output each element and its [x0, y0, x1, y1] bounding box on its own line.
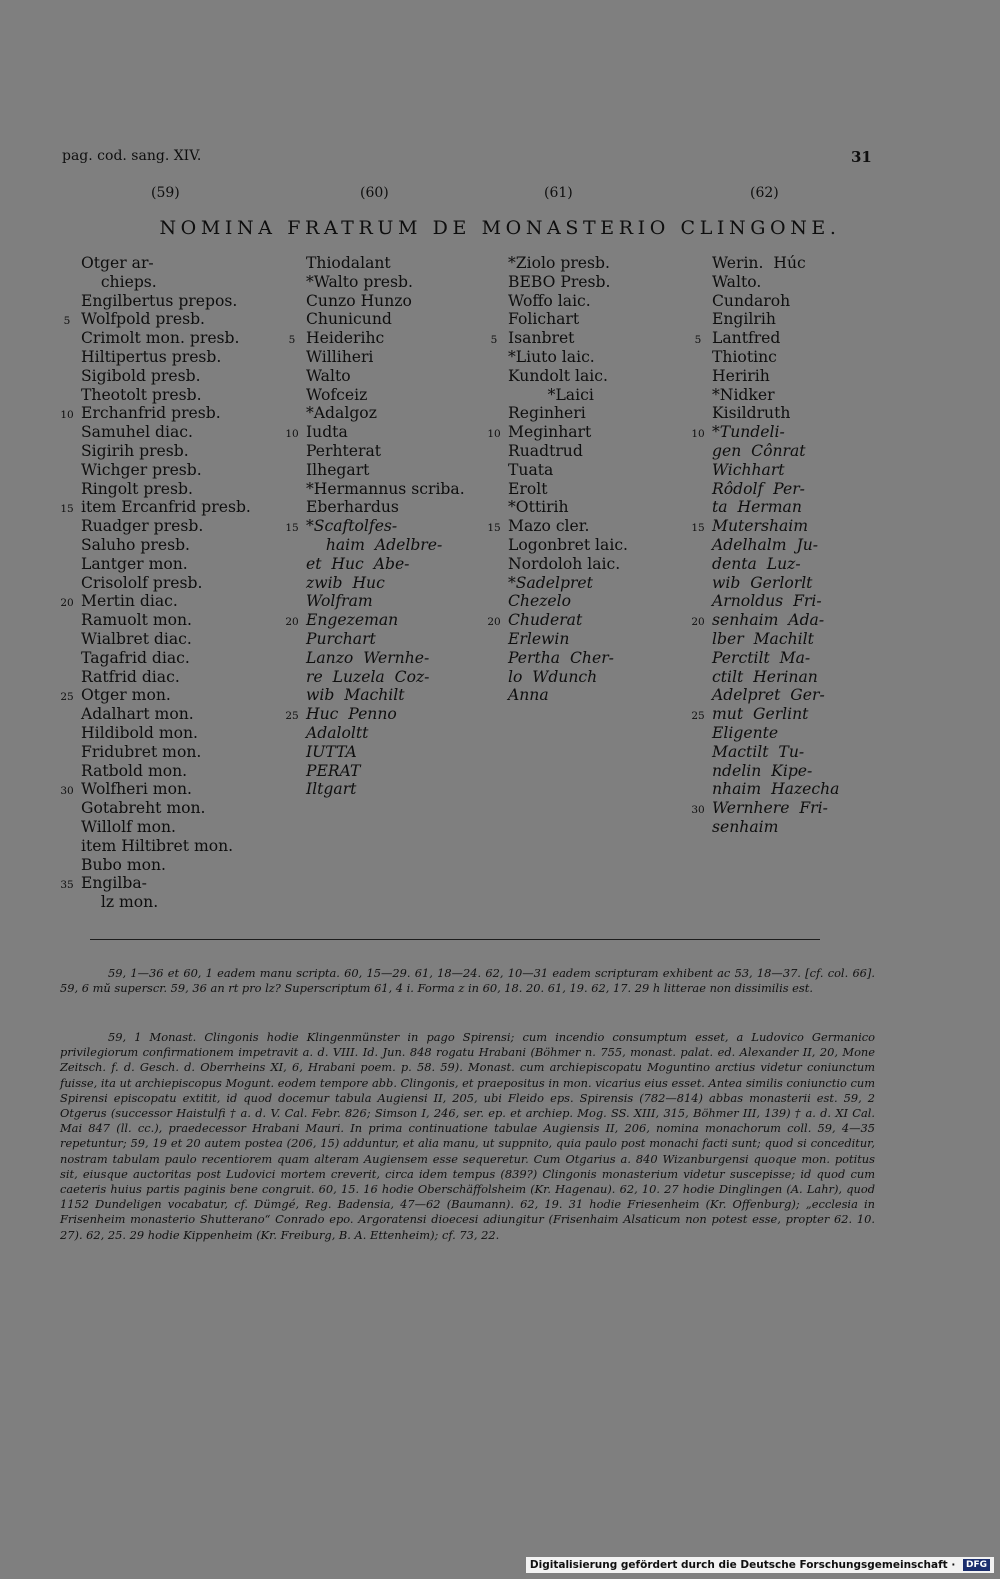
dfg-logo: DFG [963, 1559, 990, 1571]
name-text: *Scaftolfes- [306, 517, 398, 536]
name-text: PERAT [306, 761, 361, 780]
name-text: Nordoloh laic. [508, 554, 621, 573]
name-line [306, 367, 486, 386]
name-text: Wichhart [712, 460, 785, 479]
name-line [81, 611, 286, 630]
name-line [81, 329, 286, 348]
name-line [81, 367, 286, 386]
line-number: 30 [60, 785, 74, 798]
name-line [81, 517, 286, 536]
name-line [306, 724, 486, 743]
name-text: nhaim Hazecha [712, 780, 840, 799]
name-text: Thiodalant [306, 254, 391, 272]
name-text: Cundaroh [712, 291, 791, 310]
name-text: Meginhart [508, 423, 592, 442]
name-line [712, 348, 892, 367]
line-number: 25 [60, 691, 74, 704]
name-text: Mazo cler. [508, 517, 590, 536]
name-text: Perhterat [306, 441, 382, 460]
name-line [306, 743, 486, 762]
name-line [508, 273, 683, 292]
name-line [60, 498, 286, 517]
name-text: Wichger presb. [81, 460, 202, 479]
name-line [81, 292, 286, 311]
name-text: Iltgart [306, 780, 357, 799]
name-text: Theotolt presb. [81, 385, 202, 404]
name-line [81, 254, 286, 273]
name-line [306, 592, 486, 611]
footnote-rule-left [90, 939, 420, 940]
name-text: Gotabreht mon. [81, 799, 206, 818]
name-text: Wernhere Fri- [712, 799, 828, 818]
name-line [694, 329, 892, 348]
name-text: *Sadelpret [508, 573, 593, 592]
name-text: Ratfrid diac. [81, 667, 180, 686]
name-line [712, 555, 892, 574]
name-line [60, 686, 286, 705]
name-line [60, 780, 286, 799]
name-text: Arnoldus Fri- [712, 592, 822, 611]
line-number: 20 [691, 616, 705, 629]
name-line [508, 292, 683, 311]
name-line [81, 461, 286, 480]
historical-commentary [60, 1030, 875, 1243]
name-line [712, 498, 892, 517]
name-text: Lantfred [712, 329, 781, 348]
name-text: Engezeman [306, 611, 399, 630]
name-line [306, 574, 486, 593]
name-text: Otger ar- [81, 254, 154, 272]
name-text: Thiotinc [712, 347, 777, 366]
name-line [487, 517, 683, 536]
name-line [508, 442, 683, 461]
name-line [712, 649, 892, 668]
name-line [81, 536, 286, 555]
name-text: item Hiltibret mon. [81, 836, 234, 855]
name-text: Kundolt laic. [508, 366, 608, 385]
name-line [712, 292, 892, 311]
page-number: 31 [851, 148, 872, 166]
name-text: Hiltipertus presb. [81, 347, 222, 366]
name-text: Cunzo Hunzo [306, 291, 412, 310]
line-number: 30 [691, 804, 705, 817]
name-column-59 [60, 254, 286, 912]
name-text: lz mon. [81, 893, 159, 912]
name-line [712, 273, 892, 292]
name-line [712, 686, 892, 705]
name-line [81, 799, 286, 818]
credit-text: Digitalisierung gefördert durch die Deutsche Forschungsgemeinschaft · [529, 1559, 956, 1571]
name-text: Ilhegart [306, 460, 370, 479]
name-text: senhaim [712, 817, 779, 836]
name-line [712, 254, 892, 273]
name-line [81, 837, 286, 856]
footnote-rule-right [420, 939, 820, 940]
name-line [508, 348, 683, 367]
name-text: Williheri [306, 347, 374, 366]
name-text: Tagafrid diac. [81, 648, 190, 667]
name-line [285, 705, 486, 724]
name-line [508, 498, 683, 517]
name-line [508, 592, 683, 611]
name-text: Erlewin [508, 629, 570, 648]
name-line [306, 348, 486, 367]
name-line [691, 423, 892, 442]
name-text: Samuhel diac. [81, 423, 193, 442]
name-line [306, 536, 486, 555]
name-line [508, 480, 683, 499]
name-text: Engilrih [712, 310, 776, 329]
name-text: Saluho presb. [81, 535, 191, 554]
name-line [691, 611, 892, 630]
name-column-60 [285, 254, 486, 799]
name-line [306, 254, 486, 273]
name-text: *Liuto laic. [508, 347, 595, 366]
name-text: Adelpret Ger- [712, 686, 825, 705]
name-line [712, 386, 892, 405]
name-line [306, 273, 486, 292]
name-line [60, 874, 286, 893]
line-number: 15 [60, 503, 74, 516]
name-line [306, 762, 486, 781]
line-number: 15 [691, 522, 705, 535]
name-text: Eberhardus [306, 498, 399, 517]
name-line [712, 461, 892, 480]
name-line [712, 592, 892, 611]
name-line [306, 442, 486, 461]
name-text: IUTTA [306, 742, 357, 761]
name-text: Adalhart mon. [81, 705, 194, 724]
column-number-60: (60) [360, 185, 389, 201]
name-line [306, 386, 486, 405]
column-number-59: (59) [151, 185, 180, 201]
name-line [306, 668, 486, 687]
digitization-credit [526, 1557, 994, 1573]
name-line [285, 423, 486, 442]
name-line [508, 555, 683, 574]
name-text: Purchart [306, 629, 376, 648]
name-line [81, 743, 286, 762]
name-text: haim Adelbre- [306, 535, 443, 554]
name-text: Ratbold mon. [81, 761, 188, 780]
name-line [306, 404, 486, 423]
name-line [81, 574, 286, 593]
name-text: Walto. [712, 272, 762, 291]
name-line [81, 705, 286, 724]
name-text: item Ercanfrid presb. [81, 498, 251, 517]
name-line [508, 536, 683, 555]
name-text: Wofceiz [306, 385, 368, 404]
line-number: 20 [487, 616, 501, 629]
name-text: Lantger mon. [81, 554, 188, 573]
name-line [306, 649, 486, 668]
name-text: Folichart [508, 310, 580, 329]
name-text: Logonbret laic. [508, 535, 629, 554]
line-number: 5 [490, 334, 498, 347]
name-text: gen Cônrat [712, 441, 806, 460]
name-line [63, 310, 286, 329]
line-number: 15 [285, 522, 299, 535]
name-text: et Huc Abe- [306, 554, 410, 573]
column-number-61: (61) [544, 185, 573, 201]
column-number-62: (62) [750, 185, 779, 201]
name-line [81, 480, 286, 499]
line-number: 25 [285, 710, 299, 723]
name-text: Otger mon. [81, 686, 171, 705]
name-line [285, 517, 486, 536]
name-line [508, 386, 683, 405]
name-text: Willolf mon. [81, 817, 176, 836]
name-text: BEBO Presb. [508, 272, 611, 291]
name-text: Chezelo [508, 592, 572, 611]
name-line [712, 404, 892, 423]
name-line [81, 630, 286, 649]
name-line [691, 517, 892, 536]
name-line [508, 461, 683, 480]
name-line [712, 818, 892, 837]
name-text: ta Herman [712, 498, 802, 517]
name-line [490, 329, 683, 348]
name-text: Fridubret mon. [81, 742, 202, 761]
name-line [691, 799, 892, 818]
name-line [712, 480, 892, 499]
name-column-62 [691, 254, 892, 837]
name-text: Crisololf presb. [81, 573, 203, 592]
name-text: Mactilt Tu- [712, 742, 805, 761]
name-line [81, 668, 286, 687]
name-text: re Luzela Coz- [306, 667, 430, 686]
name-line [508, 404, 683, 423]
name-line [487, 611, 683, 630]
name-text: Ramuolt mon. [81, 611, 192, 630]
name-line [81, 893, 286, 912]
name-line [712, 724, 892, 743]
name-line [712, 310, 892, 329]
name-line [508, 630, 683, 649]
name-text: senhaim Ada- [712, 611, 825, 630]
name-line [712, 762, 892, 781]
name-text: mut Gerlint [712, 705, 809, 724]
name-text: Heiderihc [306, 329, 385, 348]
name-text: Huc Penno [306, 705, 397, 724]
name-text: Mutershaim [712, 517, 809, 536]
name-text: Kisildruth [712, 404, 791, 423]
historical-notes-text: 59, 1 Monast. Clingonis hodie Klingenmünster in pago Spirensi; cum incendio consumptum esset, a Ludovico Germanico privilegiorum confirmationem impetravit a. d. VIII. Id. Jun. 848 rogatu Hrabani (Böhmer n. 755, monast. palat. ed. Alexander II, 20, Mone Zeitsch. f. d. Gesch. d. Oberrheins XI, 6, Hrabani poem. p. 58. 59). Monast. cum archiepiscopatu Moguntino arctius videtur coniunctum fuisse, ita ut archiepiscopus Mogunt. eodem tempore abb. Clingonis, et praepositus in mon. vicarius eius esset. Antea similis coniunctio cum Spirensi episcopatu extitit, id quod docemur tabula Augiensi II, 205, ubi Fleido eps. Spirensis (782—814) abbas monasterii est. 59, 2 Otgerus (successor Haistulfi † a. d. V. Cal. Febr. 826; Simson I, 246, ser. ep. et archiep. Mog. SS. XIII, 315, Böhmer III, 139) † a. d. XI Cal. Mai 847 (ll. cc.), praedecessor Hrabani Mauri. In prima continuatione tabulae Augiensis II, 206, nomina monachorum coll. 59, 4—35 repetuntur; 59, 19 et 20 autem postea (206, 15) adduntur, et alia manu, ut suppnito, quia paulo post monachi facti sunt; quod si conceditur, nostram tabulam paulo recentiorem quam alteram Augiensem esse sequeretur. Cum Otgarius a. 840 Wizanburgensi quoque mon. potitus sit, eiusque auctoritas post Ludovici mortem creverit, circa idem tempus (839?) Clingonis monasterium videtur suscepisse; id quod cum caeteris huius partis paginis bene congruit. 60, 15. 16 hodie Oberschäffolsheim (Kr. Hagenau). 62, 10. 27 hodie Dinglingen (A. Lahr), quod 1152 Dundeligen vocabatur, cf. Dümgé, Reg. Badensia, 47—62 (Baumann). 62, 19. 31 hodie Friesenheim (Kr. Offenburg); „ecclesia in Frisenheim monasterio Shutterano“ Conrado epo. Argoratensi dioecesi adiungitur (Frisenhaim Alsaticum non potest esse, propter 62. 10. 27). 62, 25. 29 hodie Kippenheim (Kr. Freiburg, B. A. Ettenheim); cf. 73, 22. [60, 1030, 875, 1242]
name-line [306, 780, 486, 799]
name-line [306, 555, 486, 574]
name-text: Tuata [508, 460, 554, 479]
name-text: Sigirih presb. [81, 441, 189, 460]
name-text: *Nidker [712, 385, 775, 404]
name-line [508, 367, 683, 386]
critical-apparatus [60, 966, 875, 996]
name-text: Werin. Húc [712, 254, 806, 272]
name-line [306, 310, 486, 329]
name-text: Erolt [508, 479, 548, 498]
name-text: Woffo laic. [508, 291, 591, 310]
name-text: *Laici [508, 385, 594, 404]
name-text: Walto [306, 366, 351, 385]
name-text: Chuderat [508, 611, 583, 630]
name-text: Engilbertus prepos. [81, 291, 238, 310]
name-line [508, 668, 683, 687]
name-line [81, 348, 286, 367]
name-text: Hildibold mon. [81, 723, 199, 742]
line-number: 20 [60, 597, 74, 610]
name-text: chieps. [81, 272, 157, 291]
name-text: Iudta [306, 423, 348, 442]
name-text: zwib Huc [306, 573, 385, 592]
line-number: 5 [288, 334, 296, 347]
name-text: Perctilt Ma- [712, 648, 811, 667]
name-text: Rôdolf Per- [712, 479, 805, 498]
critical-notes-text: 59, 1—36 et 60, 1 eadem manu scripta. 60, 15—29. 61, 18—24. 62, 10—31 eadem scripturam exhibent ac 53, 18—37. [cf. col. 66]. 59, 6 mŭ superscr. 59, 36 an rt pro lz? Superscriptum 61, 4 i. Forma z in 60, 18. 20. 61, 19. 62, 17. 29 h litterae non dissimilis est. [60, 966, 875, 996]
name-text: Ruadger presb. [81, 517, 204, 536]
name-line [508, 649, 683, 668]
name-text: Isanbret [508, 329, 575, 348]
name-line [81, 649, 286, 668]
name-text: Wolfram [306, 592, 373, 611]
name-line [712, 536, 892, 555]
name-line [306, 498, 486, 517]
name-text: Lanzo Wernhe- [306, 648, 430, 667]
name-text: Eligente [712, 723, 779, 742]
name-line [508, 310, 683, 329]
line-number: 10 [691, 428, 705, 441]
name-text: Adelhalm Ju- [712, 535, 819, 554]
name-line [691, 705, 892, 724]
name-line [712, 630, 892, 649]
name-text: Wolfheri mon. [81, 780, 192, 799]
name-text: Crimolt mon. presb. [81, 329, 240, 348]
name-text: Mertin diac. [81, 592, 178, 611]
name-line [508, 686, 683, 705]
name-line [306, 292, 486, 311]
name-line [60, 592, 286, 611]
name-text: Chunicund [306, 310, 392, 329]
name-line [81, 555, 286, 574]
name-text: *Ziolo presb. [508, 254, 610, 272]
name-text: Ruadtrud [508, 441, 583, 460]
name-line [81, 273, 286, 292]
name-text: lo Wdunch [508, 667, 598, 686]
name-text: Erchanfrid presb. [81, 404, 221, 423]
name-line [81, 423, 286, 442]
name-text: denta Luz- [712, 554, 801, 573]
name-line [306, 480, 486, 499]
name-line [285, 611, 486, 630]
name-line [712, 780, 892, 799]
name-text: *Tundeli- [712, 423, 785, 442]
running-title: pag. cod. sang. XIV. [62, 148, 202, 164]
name-line [712, 668, 892, 687]
name-line [508, 574, 683, 593]
line-number: 10 [285, 428, 299, 441]
line-number: 35 [60, 879, 74, 892]
name-line [712, 574, 892, 593]
name-line [81, 762, 286, 781]
name-line [81, 442, 286, 461]
name-text: ndelin Kipe- [712, 761, 813, 780]
name-text: wib Machilt [306, 686, 405, 705]
name-text: Wolfpold presb. [81, 310, 206, 329]
line-number: 5 [694, 334, 702, 347]
name-text: Sigibold presb. [81, 366, 201, 385]
name-column-61 [487, 254, 683, 705]
name-line [487, 423, 683, 442]
name-line [306, 461, 486, 480]
name-text: Wialbret diac. [81, 629, 192, 648]
name-line [306, 630, 486, 649]
line-number: 20 [285, 616, 299, 629]
name-line [306, 686, 486, 705]
name-text: Engilba- [81, 874, 147, 893]
name-text: Adaloltt [306, 723, 369, 742]
name-text: Heririh [712, 366, 770, 385]
name-line [288, 329, 486, 348]
name-text: *Adalgoz [306, 404, 377, 423]
name-line [712, 743, 892, 762]
name-text: Reginheri [508, 404, 586, 423]
line-number: 10 [487, 428, 501, 441]
name-text: wib Gerlorlt [712, 573, 813, 592]
name-text: *Walto presb. [306, 272, 413, 291]
name-text: lber Machilt [712, 629, 814, 648]
line-number: 10 [60, 409, 74, 422]
name-line [81, 386, 286, 405]
name-line [712, 367, 892, 386]
name-line [712, 442, 892, 461]
name-text: *Ottirih [508, 498, 569, 517]
line-number: 5 [63, 315, 71, 328]
name-line [60, 404, 286, 423]
name-text: Ringolt presb. [81, 479, 193, 498]
name-text: *Hermannus scriba. [306, 479, 465, 498]
name-text: Pertha Cher- [508, 648, 614, 667]
name-line [81, 724, 286, 743]
name-text: Bubo mon. [81, 855, 167, 874]
name-line [81, 856, 286, 875]
name-line [81, 818, 286, 837]
line-number: 25 [691, 710, 705, 723]
name-text: Anna [508, 686, 549, 705]
name-text: ctilt Herinan [712, 667, 818, 686]
page-title: NOMINA FRATRUM DE MONASTERIO CLINGONE. [159, 217, 841, 239]
name-line [508, 254, 683, 273]
line-number: 15 [487, 522, 501, 535]
